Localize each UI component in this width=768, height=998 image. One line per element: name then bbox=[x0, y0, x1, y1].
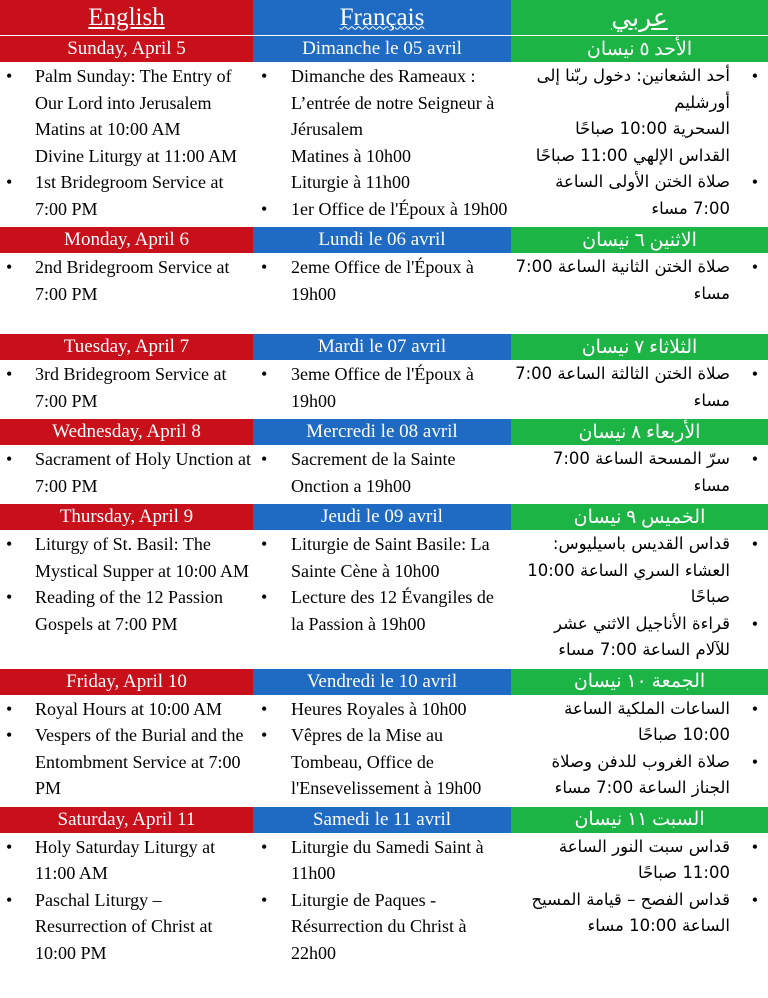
event-list bbox=[0, 446, 253, 499]
english-day-header: Tuesday, April 7 bbox=[0, 333, 253, 360]
event-item bbox=[253, 584, 511, 637]
french-day-header: Lundi le 06 avril bbox=[253, 226, 511, 253]
arabic-day-events bbox=[511, 62, 768, 226]
event-list bbox=[0, 254, 253, 307]
event-text: • Heures Royales à 10h00 bbox=[291, 698, 467, 719]
french-header-text: Français bbox=[339, 3, 425, 31]
french-day-header: Jeudi le 09 avril bbox=[253, 503, 511, 530]
event-item bbox=[511, 446, 768, 499]
event-item bbox=[511, 531, 768, 611]
event-text: • 1er Office de l'Époux à 19h00 bbox=[291, 198, 508, 219]
event-list bbox=[253, 531, 511, 637]
event-item bbox=[253, 531, 511, 584]
event-text: • 1st Bridegroom Service at 7:00 PM bbox=[35, 172, 224, 219]
event-text: • أحد الشعانين: دخول ربّنا إلى أورشليم bbox=[536, 66, 730, 112]
event-list bbox=[511, 63, 768, 222]
event-text: • Liturgy of St. Basil: The Mystical Supper at 10:00 AM bbox=[35, 534, 249, 581]
event-item bbox=[0, 446, 253, 499]
event-item bbox=[0, 531, 253, 584]
event-list bbox=[253, 63, 511, 222]
event-text: • Holy Saturday Liturgy at 11:00 AM bbox=[35, 836, 216, 883]
event-list bbox=[253, 361, 511, 414]
event-text: • Sacrement de la Sainte Onction a 19h00 bbox=[291, 449, 456, 496]
arabic-column-header bbox=[511, 0, 768, 35]
event-list bbox=[253, 696, 511, 802]
event-text: • Liturgie du Samedi Saint à 11h00 bbox=[291, 836, 484, 883]
event-text: Divine Liturgy at 11:00 AM bbox=[35, 145, 237, 166]
event-item bbox=[511, 696, 768, 749]
event-item bbox=[511, 63, 768, 169]
event-item bbox=[0, 63, 253, 169]
french-day-events bbox=[253, 530, 511, 668]
english-day-events bbox=[0, 62, 253, 226]
event-text: • Sacrament of Holy Unction at 7:00 PM bbox=[35, 449, 251, 496]
event-list bbox=[511, 696, 768, 802]
french-day-header: Samedi le 11 avril bbox=[253, 806, 511, 833]
arabic-day-header: السبت ١١ نيسان bbox=[511, 806, 768, 833]
english-day-events bbox=[0, 530, 253, 668]
event-text: • قداس القديس باسيليوس: العشاء السري الساعة 10:00 صباحًا bbox=[527, 534, 730, 606]
event-text: • صلاة الختن الثانية الساعة 7:00 مساء bbox=[515, 257, 730, 303]
event-text: • Royal Hours at 10:00 AM bbox=[35, 698, 222, 719]
event-text: • صلاة الختن الثالثة الساعة 7:00 مساء bbox=[515, 364, 730, 410]
french-day-header: Vendredi le 10 avril bbox=[253, 668, 511, 695]
english-header-text: English bbox=[88, 3, 165, 31]
event-item bbox=[511, 887, 768, 940]
arabic-day-events bbox=[511, 253, 768, 333]
event-text: Matines à 10h00 bbox=[291, 145, 411, 166]
event-item bbox=[0, 887, 253, 967]
event-item bbox=[511, 749, 768, 802]
english-day-header: Saturday, April 11 bbox=[0, 806, 253, 833]
event-text: • Vêpres de la Mise au Tombeau, Office de l'Ensevelissement à 19h00 bbox=[291, 725, 482, 798]
arabic-day-header: الأحد ٥ نيسان bbox=[511, 35, 768, 62]
event-text: Matins at 10:00 AM bbox=[35, 119, 181, 139]
arabic-header-text: عربي bbox=[611, 4, 668, 32]
french-day-events bbox=[253, 445, 511, 503]
arabic-day-events bbox=[511, 360, 768, 418]
french-day-events bbox=[253, 833, 511, 971]
arabic-day-events bbox=[511, 445, 768, 503]
arabic-day-events bbox=[511, 833, 768, 971]
event-list bbox=[253, 446, 511, 499]
event-text: • 3eme Office de l'Époux à 19h00 bbox=[291, 364, 474, 411]
event-item bbox=[511, 361, 768, 414]
event-text: Liturgie à 11h00 bbox=[291, 172, 410, 192]
french-day-events bbox=[253, 62, 511, 226]
event-list bbox=[253, 254, 511, 307]
english-day-events bbox=[0, 833, 253, 971]
event-text: • Lecture des 12 Évangiles de la Passion à 19h00 bbox=[291, 587, 494, 634]
english-day-header: Wednesday, April 8 bbox=[0, 418, 253, 445]
event-item bbox=[253, 196, 511, 223]
arabic-day-header: الخميس ٩ نيسان bbox=[511, 503, 768, 530]
event-text: • 3rd Bridegroom Service at 7:00 PM bbox=[35, 364, 227, 411]
event-item bbox=[0, 169, 253, 222]
english-day-header: Thursday, April 9 bbox=[0, 503, 253, 530]
arabic-day-header: الجمعة ١٠ نيسان bbox=[511, 668, 768, 695]
event-item bbox=[511, 611, 768, 664]
arabic-day-header: الثلاثاء ٧ نيسان bbox=[511, 333, 768, 360]
event-text: • الساعات الملكية الساعة 10:00 صباحًا bbox=[564, 698, 730, 744]
event-item bbox=[253, 834, 511, 887]
arabic-day-header: الاثنين ٦ نيسان bbox=[511, 226, 768, 253]
event-text: • Liturgie de Saint Basile: La Sainte Cène à 10h00 bbox=[291, 534, 490, 581]
event-text: السحرية 10:00 صباحًا bbox=[575, 119, 730, 138]
event-text: • قراءة الأناجيل الاثني عشر للآلام الساعة 7:00 مساء bbox=[554, 613, 730, 659]
event-item bbox=[0, 361, 253, 414]
english-day-header: Friday, April 10 bbox=[0, 668, 253, 695]
french-day-events bbox=[253, 253, 511, 333]
event-item bbox=[253, 887, 511, 967]
english-day-events bbox=[0, 695, 253, 806]
event-text: • Dimanche des Rameaux : L’entrée de notre Seigneur à Jérusalem bbox=[291, 66, 495, 139]
arabic-day-events bbox=[511, 530, 768, 668]
event-item bbox=[0, 584, 253, 637]
event-text: • 2eme Office de l'Époux à 19h00 bbox=[291, 257, 474, 304]
event-list bbox=[511, 834, 768, 940]
event-item bbox=[0, 722, 253, 802]
french-day-events bbox=[253, 360, 511, 418]
french-day-events bbox=[253, 695, 511, 806]
event-list bbox=[253, 834, 511, 967]
event-item bbox=[253, 446, 511, 499]
event-text: • صلاة الختن الأولى الساعة 7:00 مساء bbox=[555, 172, 730, 218]
event-item bbox=[511, 834, 768, 887]
event-text: القداس الإلهي 11:00 صباحًا bbox=[535, 145, 730, 165]
english-day-events bbox=[0, 253, 253, 333]
french-day-header: Dimanche le 05 avril bbox=[253, 35, 511, 62]
event-text: • 2nd Bridegroom Service at 7:00 PM bbox=[35, 257, 230, 304]
event-text: • Paschal Liturgy – Resurrection of Christ at 10:00 PM bbox=[35, 889, 213, 963]
event-item bbox=[253, 696, 511, 723]
event-list bbox=[511, 531, 768, 664]
french-column-header bbox=[253, 0, 511, 35]
event-item bbox=[253, 254, 511, 307]
event-item bbox=[0, 696, 253, 723]
event-list bbox=[0, 361, 253, 414]
english-column-header bbox=[0, 0, 253, 35]
event-list bbox=[0, 834, 253, 967]
arabic-day-header: الأربعاء ٨ نيسان bbox=[511, 418, 768, 445]
event-list bbox=[0, 63, 253, 222]
event-item bbox=[253, 722, 511, 802]
event-item bbox=[0, 834, 253, 887]
event-text: • قداس الفصح – قيامة المسيح الساعة 10:00 مساء bbox=[531, 889, 730, 935]
english-day-header: Sunday, April 5 bbox=[0, 35, 253, 62]
event-list bbox=[511, 446, 768, 499]
french-day-header: Mardi le 07 avril bbox=[253, 333, 511, 360]
event-text: • سرّ المسحة الساعة 7:00 مساء bbox=[552, 449, 730, 495]
english-day-events bbox=[0, 360, 253, 418]
event-item bbox=[0, 254, 253, 307]
english-day-header: Monday, April 6 bbox=[0, 226, 253, 253]
arabic-day-events bbox=[511, 695, 768, 806]
event-text: • صلاة الغروب للدفن وصلاة الجناز الساعة 7:00 مساء bbox=[551, 751, 730, 797]
event-list bbox=[0, 696, 253, 802]
event-text: • قداس سبت النور الساعة 11:00 صباحًا bbox=[558, 836, 730, 882]
event-text: • Vespers of the Burial and the Entombment Service at 7:00 PM bbox=[35, 725, 244, 798]
french-day-header: Mercredi le 08 avril bbox=[253, 418, 511, 445]
event-list bbox=[511, 254, 768, 307]
event-text: • Palm Sunday: The Entry of Our Lord into Jerusalem bbox=[35, 66, 232, 113]
event-item bbox=[253, 361, 511, 414]
event-text: • Reading of the 12 Passion Gospels at 7:00 PM bbox=[35, 587, 223, 634]
event-list bbox=[511, 361, 768, 414]
event-item bbox=[253, 63, 511, 196]
english-day-events bbox=[0, 445, 253, 503]
event-text: • Liturgie de Paques - Résurrection du Christ à 22h00 bbox=[291, 889, 467, 963]
event-item bbox=[511, 169, 768, 222]
event-list bbox=[0, 531, 253, 637]
event-item bbox=[511, 254, 768, 307]
